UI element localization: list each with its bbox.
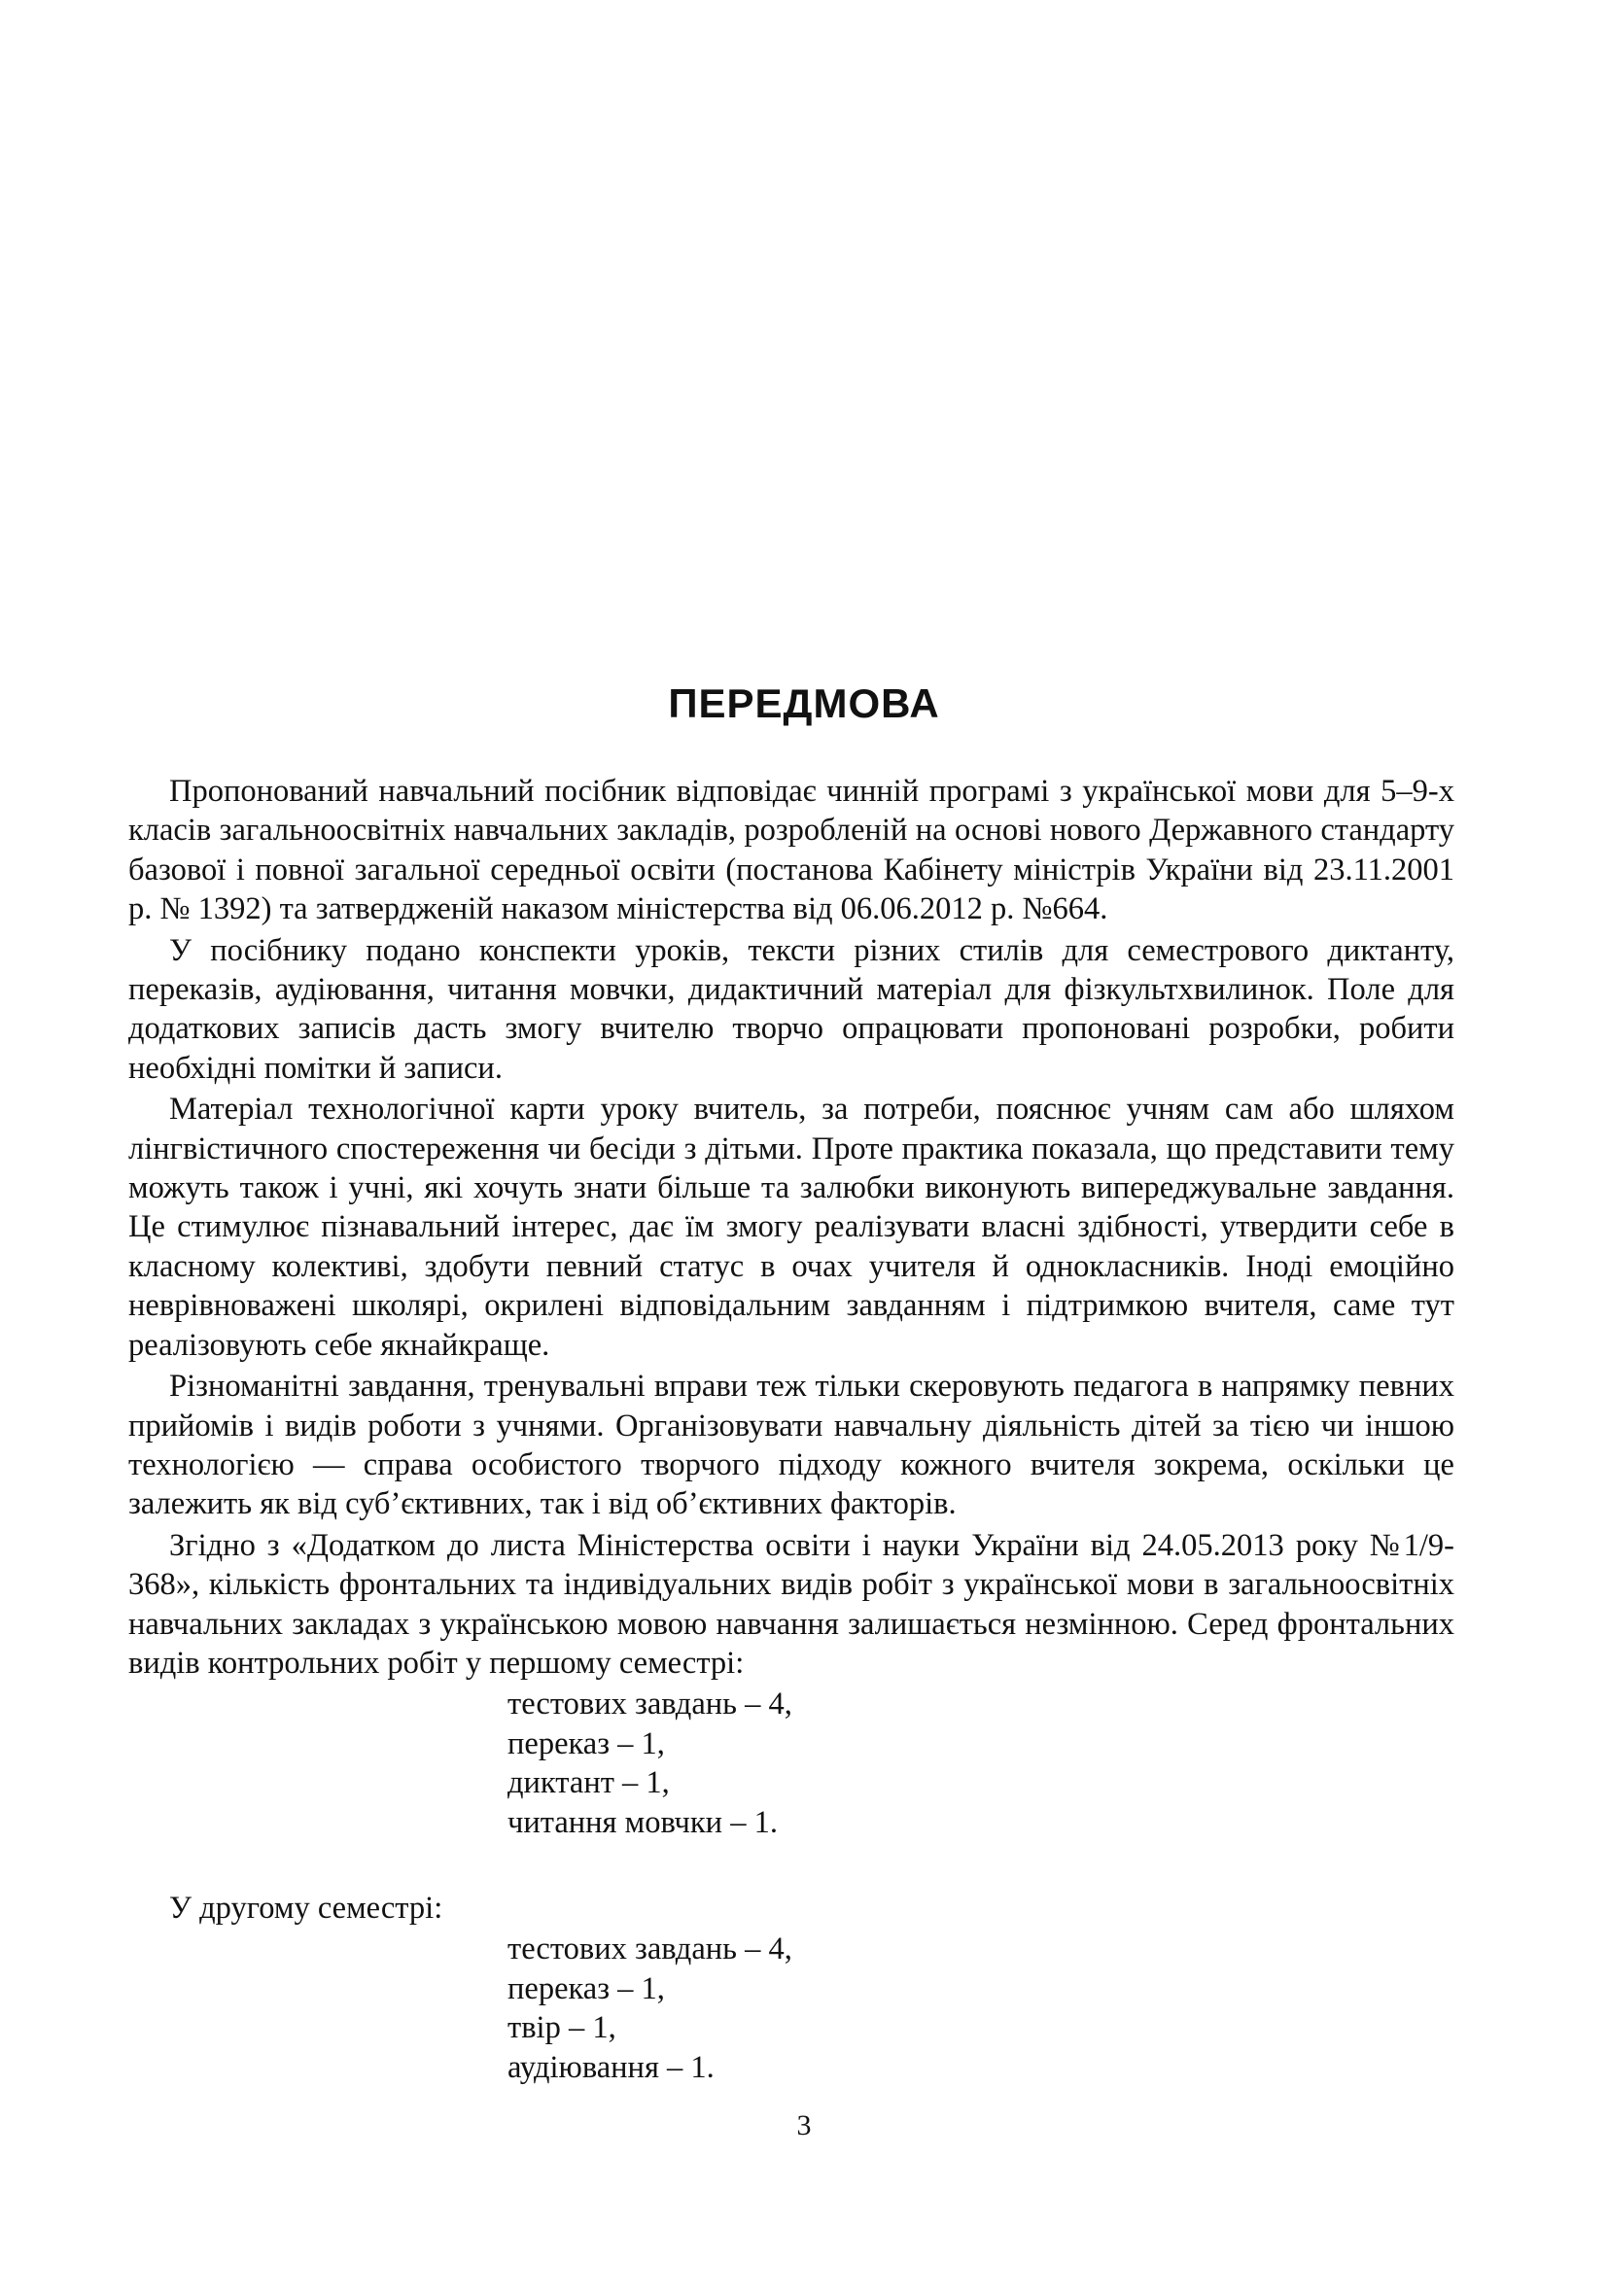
list-item: переказ – 1, [507, 1970, 665, 2006]
list-item: диктант – 1, [507, 1765, 670, 1801]
second-semester-intro: У другому семестрі: [169, 1890, 443, 1926]
paragraph: Згідно з «Додатком до листа Міністерства освіти і науки України від 24.05.2013 року №1/9-368», кількість фронтальних та індивідуальних видів робіт з української мови в загальноосвітніх навчальних закладах з українською мовою навчання залишається незмінною. Серед фронтальних видів контрольних робіт у першому семестрі: [128, 1527, 1454, 1681]
list-item: тестових завдань – 4, [507, 1931, 792, 1967]
preface-body [128, 772, 1454, 2087]
paragraph: У посібнику подано конспекти уроків, тексти різних стилів для семестрового диктанту, переказів, аудіювання, читання мовчки, дидактичний матеріал для фізкультхвилинок. Поле для додаткових записів дасть змогу вчителю творчо опрацювати пропоновані розробки, робити необхідні помітки й записи. [128, 932, 1454, 1086]
list-item: твір – 1, [507, 2010, 616, 2046]
page-number: 3 [796, 2109, 812, 2141]
page-title: ПЕРЕДМОВА [668, 680, 940, 726]
paragraph: Матеріал технологічної карти уроку вчитель, за потреби, пояснює учням сам або шляхом лінгвістичного спостереження чи бесіди з дітьми. Проте практика показала, що представити тему можуть також і учні, які хочуть знати більше та залюбки виконують випереджувальне завдання. Це стимулює пізнавальний інтерес, дає їм змогу реалізувати власні здібності, утвердити себе в класному колективі, здобути певний статус в очах учителя й однокласників. Іноді емоційно неврівноважені школярі, окрилені відповідальним завданням і підтримкою вчителя, саме тут реалізовують себе якнайкраще. [128, 1092, 1454, 1363]
first-semester-list [128, 1685, 1454, 1842]
list-item: читання мовчки – 1. [507, 1804, 778, 1840]
list-item: тестових завдань – 4, [507, 1687, 792, 1722]
list-item: переказ – 1, [507, 1725, 665, 1761]
paragraph: Пропонований навчальний посібник відповідає чинній програмі з української мови для 5–9-х класів загальноосвітніх навчальних закладів, розробленій на основі нового Державного стандарту базової і повної загальної середньої освіти (постанова Кабінету міністрів України від 23.11.2001 р. № 1392) та затвердженій наказом міністерства від 06.06.2012 р. №664. [128, 774, 1454, 927]
list-item: аудіювання – 1. [507, 2049, 715, 2085]
paragraph: Різноманітні завдання, тренувальні вправи теж тільки скеровують педагога в напрямку певних прийомів і видів роботи з учнями. Організовувати навчальну діяльність дітей за тією чи іншою технологією — справа особистого творчого підходу кожного вчителя зокрема, оскільки це залежить як від суб’єктивних, так і від об’єктивних факторів. [128, 1369, 1454, 1522]
second-semester-list [128, 1930, 1454, 2087]
